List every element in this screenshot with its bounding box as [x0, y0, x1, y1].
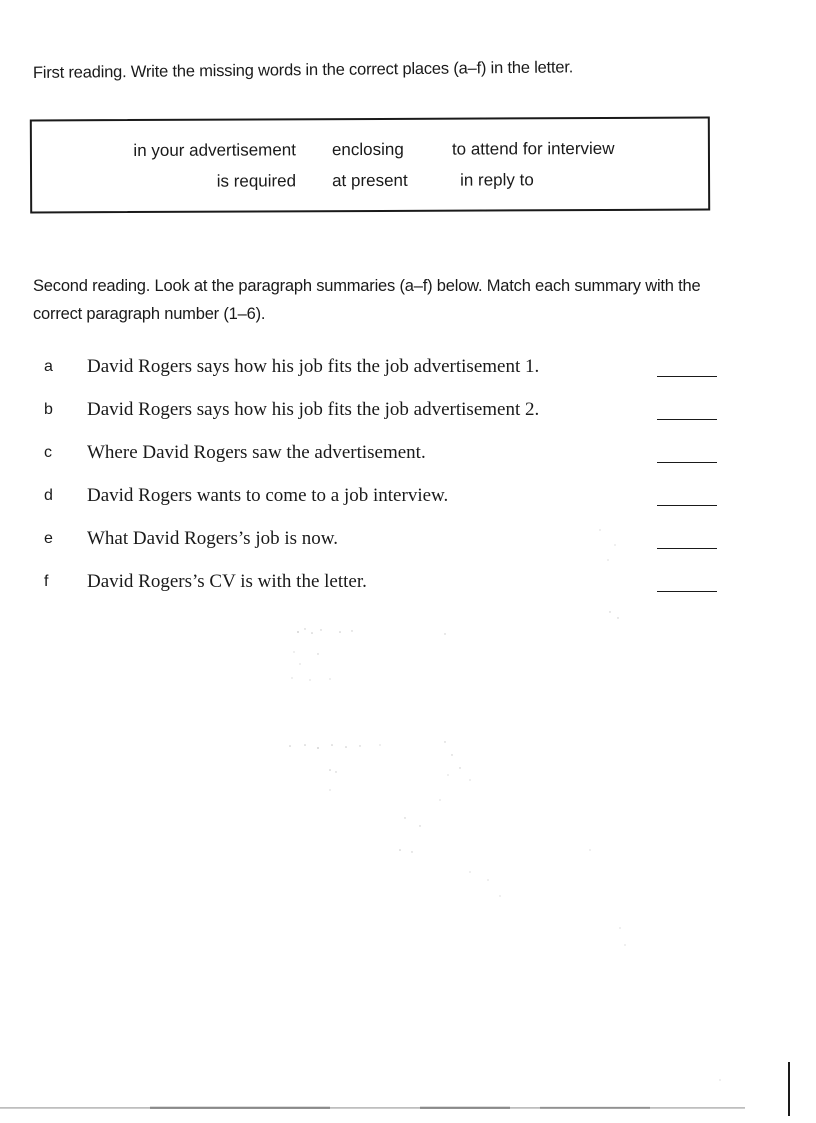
item-letter: f — [44, 573, 49, 590]
missing-words-box — [30, 117, 710, 214]
answer-blank[interactable] — [657, 548, 717, 549]
first-reading-instruction: First reading. Write the missing words in the correct places (a–f) in the letter. — [32, 58, 574, 82]
item-text: Where David Rogers saw the advertisement. — [87, 442, 426, 463]
scan-bottom-edge — [0, 1106, 745, 1110]
answer-blank[interactable] — [657, 419, 717, 420]
item-text: David Rogers says how his job fits the job advertisement 1. — [87, 356, 540, 377]
word-to-attend-for-interview: to attend for interview — [451, 138, 615, 159]
word-is-required: is required — [216, 171, 297, 191]
summary-item-c — [44, 442, 724, 485]
answer-blank[interactable] — [657, 376, 717, 377]
answer-blank[interactable] — [657, 591, 717, 592]
summary-item-d — [44, 485, 724, 528]
word-in-reply-to: in reply to — [460, 170, 534, 190]
summary-item-a — [44, 356, 724, 399]
item-text: David Rogers wants to come to a job interview. — [87, 485, 449, 506]
item-text: David Rogers’s CV is with the letter. — [87, 571, 367, 592]
item-letter: d — [44, 487, 53, 504]
word-enclosing: enclosing — [331, 139, 404, 160]
summary-item-f — [44, 571, 724, 614]
summary-item-b — [44, 399, 724, 442]
summary-item-e — [44, 528, 724, 571]
item-letter: a — [44, 358, 53, 375]
second-reading-instruction: Second reading. Look at the paragraph summaries (a–f) below. Match each summary with the correct paragraph number (1–6). — [33, 277, 701, 323]
word-at-present: at present — [332, 170, 408, 191]
answer-blank[interactable] — [657, 462, 717, 463]
item-text: What David Rogers’s job is now. — [87, 528, 339, 549]
item-letter: b — [44, 401, 53, 418]
answer-blank[interactable] — [657, 505, 717, 506]
item-text: David Rogers says how his job fits the job advertisement 2. — [87, 399, 540, 420]
item-letter: e — [44, 530, 53, 547]
summary-list — [44, 356, 724, 614]
word-in-your-advertisement: in your advertisement — [133, 140, 296, 161]
item-letter: c — [44, 444, 52, 461]
margin-mark — [788, 1062, 790, 1116]
